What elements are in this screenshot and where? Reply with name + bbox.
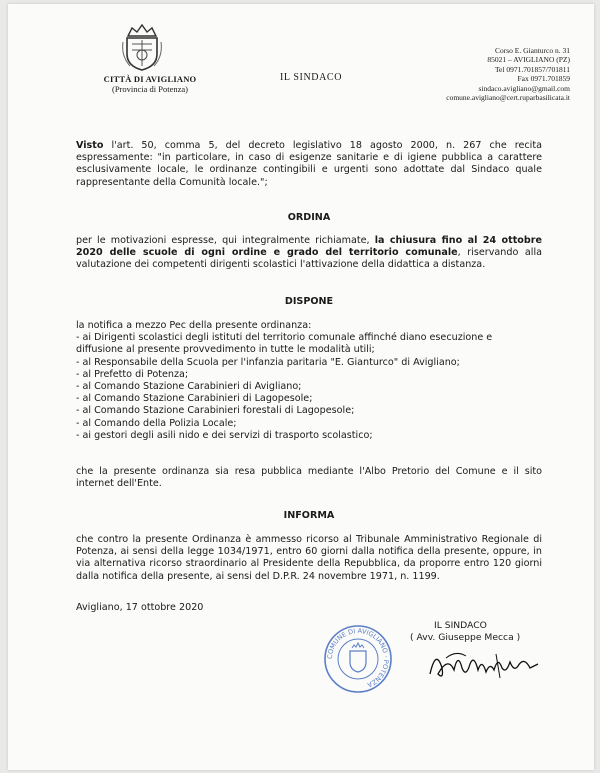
ordina-heading: ORDINA [287, 212, 331, 223]
visto-label: Visto [76, 140, 104, 151]
dispone-list [76, 320, 542, 442]
address-block [446, 46, 570, 102]
signer-title: IL SINDACO [434, 620, 487, 631]
list-item: - al Comando Stazione Carabinieri di Avigliano; [76, 381, 302, 393]
list-item: - ai gestori degli asili nido e dei servizi di trasporto scolastico; [76, 429, 373, 441]
place-date: Avigliano, 17 ottobre 2020 [76, 602, 204, 613]
pec-line: comune.avigliano@cert.ruparbasilicata.it [446, 93, 570, 103]
address-line: 85021 – AVIGLIANO (PZ) [487, 55, 570, 65]
intro-paragraph [76, 140, 542, 189]
signature-block [410, 620, 520, 644]
city-name: CITTÀ DI AVIGLIANO [103, 74, 197, 84]
list-item: - al Comando Stazione Carabinieri di Lagopesole; [76, 393, 313, 405]
list-item: - al Comando della Polizia Locale; [76, 417, 237, 429]
signer-name: ( Avv. Giuseppe Mecca ) [410, 632, 521, 643]
phone-line: Tel 0971.701857/701811 [494, 64, 570, 74]
handwritten-signature [426, 644, 546, 684]
ordina-pre: per le motivazioni espresse, qui integralmente richiamate, [76, 235, 375, 246]
office-title: IL SINDACO [280, 72, 343, 83]
dispone-heading: DISPONE [284, 296, 334, 307]
list-item: - ai Dirigenti scolastici degli istituti del territorio comunale affinché diano esecuzione e diffusione al presente provvedimento in tutte le modalità utili; [76, 332, 493, 356]
email-line: sindaco.avigliano@gmail.com [478, 83, 570, 93]
stamp-text: COMUNE DI AVIGLIANO · POTENZA [325, 626, 391, 689]
address-line: Corso E. Gianturco n. 31 [495, 46, 570, 55]
svg-text:COMUNE DI AVIGLIANO · POTENZA [326, 627, 390, 689]
list-item: - al Responsabile della Scuola per l'infanzia paritaria "E. Gianturco" di Avigliano; [76, 356, 460, 368]
intro-text: l'art. 50, comma 5, del decreto legislativo 18 agosto 2000, n. 267 che recita espressamente: "in particolare, in caso di esigenze sanitarie e di igiene pubblica a carattere esclusivamente locale, le ordinanze contingibili e urgenti sono adottate dal Sindaco quale rappresentante della Comunità locale."; [76, 140, 542, 188]
informa-paragraph: che contro la presente Ordinanza è ammesso ricorso al Tribunale Amministrativo Regionale di Potenza, ai sensi della legge 1034/1971, entro 60 giorni dalla notifica della presente, oppure, in via alternativa ricorso straordinario al Presidente della Repubblica, da proporre entro 120 giorni dalla notifica della presente, ai sensi del D.P.R. 24 novembre 1971, n. 1199. [76, 534, 542, 582]
document-page [8, 4, 594, 770]
list-item: - al Prefetto di Potenza; [76, 368, 189, 380]
ordina-paragraph [76, 235, 542, 272]
city-crest-icon [120, 22, 164, 72]
list-item: la notifica a mezzo Pec della presente ordinanza: [76, 320, 312, 331]
ordina-post: , riservando alla valutazione dei competenti dirigenti scolastici l'attivazione della didattica a distanza. [76, 247, 542, 271]
fax-line: Fax 0971.701859 [517, 74, 570, 84]
publication-paragraph: che la presente ordinanza sia resa pubblica mediante l'Albo Pretorio del Comune e il sito internet dell'Ente. [76, 466, 542, 490]
municipal-stamp-icon [323, 624, 393, 694]
list-item: - al Comando Stazione Carabinieri forestali di Lagopesole; [76, 405, 355, 417]
informa-heading: INFORMA [283, 510, 335, 521]
province-name: (Provincia di Potenza) [111, 84, 188, 94]
city-header [100, 74, 200, 94]
ordina-bold: la chiusura fino al 24 ottobre 2020 delle scuole di ogni ordine e grado del territorio comunale [76, 235, 542, 259]
